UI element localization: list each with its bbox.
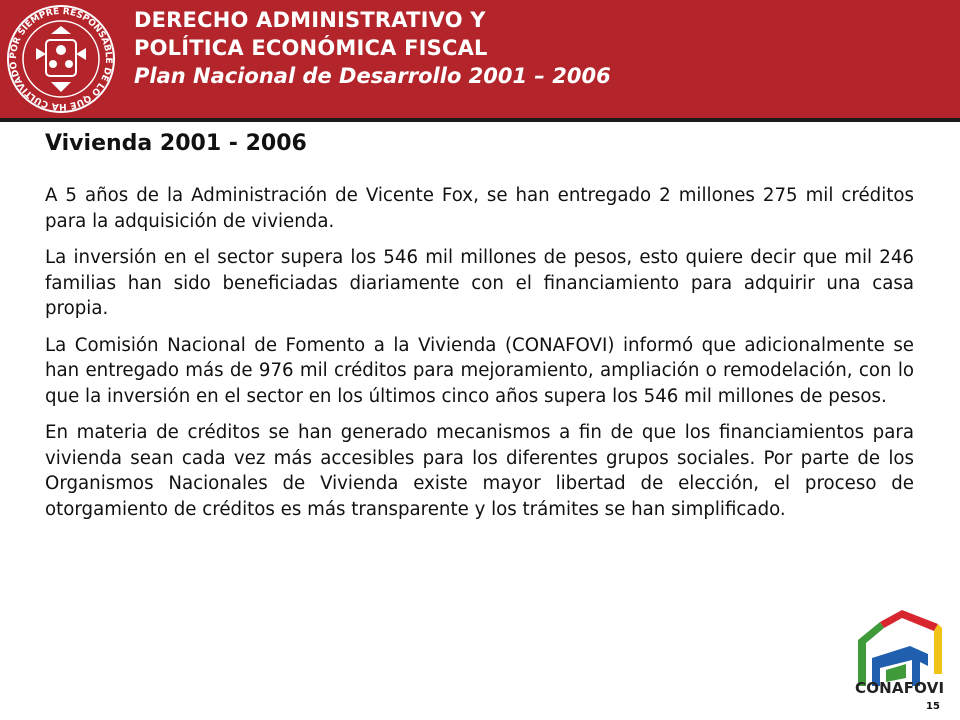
header-titles bbox=[134, 6, 611, 90]
section-title: Vivienda 2001 - 2006 bbox=[45, 131, 307, 156]
paragraph: La Comisión Nacional de Fomento a la Vivienda (CONAFOVI) informó que adicionalmente se han entregado más de 976 mil créditos para mejoramiento, ampliación o remodelación, con lo que la inversión en el sector en los últimos cinco años supera los 546 mil millones de pesos. bbox=[45, 334, 914, 407]
seal-icon bbox=[6, 4, 116, 114]
paragraph: A 5 años de la Administración de Vicente Fox, se han entregado 2 millones 275 mil créditos para la adquisición de vivienda. bbox=[45, 185, 914, 232]
header-title-line2: POLÍTICA ECONÓMICA FISCAL bbox=[134, 36, 488, 60]
seal-motto: POR SIEMPRE RESPONSABLE DE LO QUE HA CULTIVADO bbox=[8, 6, 114, 112]
logo-text: CONAFOVI bbox=[855, 679, 945, 697]
header-banner bbox=[0, 0, 960, 122]
header-subtitle: Plan Nacional de Desarrollo 2001 – 2006 bbox=[134, 64, 611, 88]
header-title-line1: DERECHO ADMINISTRATIVO Y bbox=[134, 8, 486, 32]
page-number: 15 bbox=[926, 701, 940, 712]
paragraph: La inversión en el sector supera los 546 mil millones de pesos, esto quiere decir que mil 246 familias han sido beneficiadas diariamente con el financiamiento para adquirir una casa propia. bbox=[45, 247, 914, 319]
section-body bbox=[45, 183, 914, 533]
paragraph: En materia de créditos se han generado mecanismos a fin de que los financiamientos para vivienda sean cada vez más accesibles para los diferentes grupos sociales. Por parte de los Organismos Nacionales de Vivienda existe mayor libertad de elección, el proceso de otorgamiento de créditos es más transparente y los trámites se han simplificado. bbox=[45, 422, 914, 520]
